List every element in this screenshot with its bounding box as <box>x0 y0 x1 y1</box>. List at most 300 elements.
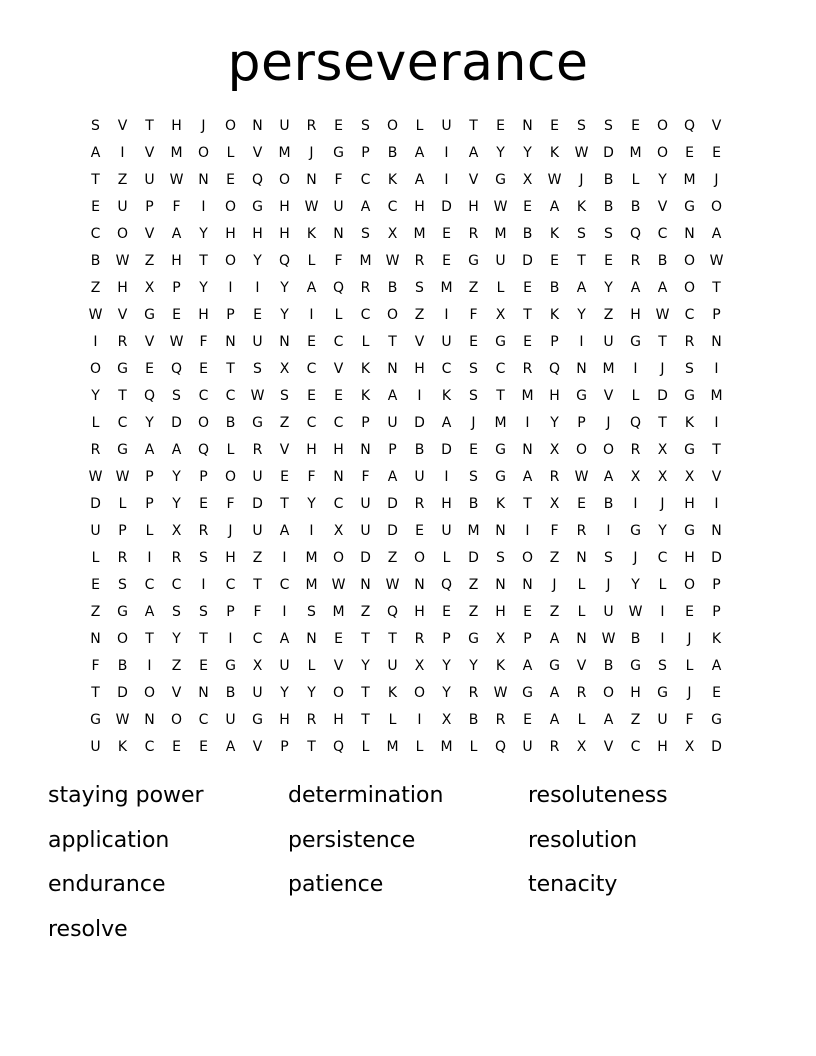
grid-cell: X <box>549 496 560 512</box>
grid-cell: U <box>252 523 263 539</box>
grid-cell: V <box>711 469 722 485</box>
grid-row <box>82 329 730 356</box>
grid-cell: H <box>630 307 641 323</box>
grid-cell: P <box>712 577 721 593</box>
grid-cell: L <box>415 118 424 134</box>
grid-cell: A <box>630 280 641 296</box>
grid-cell: I <box>255 280 260 296</box>
grid-cell: E <box>469 334 478 350</box>
grid-cell: R <box>198 523 209 539</box>
grid-cell: B <box>225 685 236 701</box>
grid-cell: T <box>388 631 397 647</box>
grid-cell: O <box>116 631 129 647</box>
grid-cell: N <box>252 118 263 134</box>
grid-cell: C <box>360 307 371 323</box>
grid-cell: O <box>332 685 345 701</box>
grid-cell: S <box>604 550 613 566</box>
grid-cell: S <box>172 604 181 620</box>
grid-cell: Y <box>172 631 181 647</box>
grid-cell: G <box>684 388 695 404</box>
grid-cell: D <box>90 496 101 512</box>
grid-cell: T <box>361 685 370 701</box>
grid-cell: W <box>88 469 103 485</box>
grid-cell: S <box>280 388 289 404</box>
grid-cell: R <box>495 712 506 728</box>
grid-cell: R <box>306 712 317 728</box>
grid-cell: I <box>282 550 287 566</box>
grid-cell: I <box>660 631 665 647</box>
grid-row <box>82 248 730 275</box>
word-list-item: resolve <box>48 916 128 942</box>
grid-cell: S <box>604 226 613 242</box>
grid-cell: X <box>684 739 695 755</box>
grid-cell: H <box>495 604 506 620</box>
grid-cell: W <box>574 145 589 161</box>
grid-cell: F <box>172 199 181 215</box>
grid-cell: R <box>360 280 371 296</box>
grid-cell: A <box>144 604 155 620</box>
grid-cell: B <box>468 712 479 728</box>
grid-cell: E <box>145 361 154 377</box>
grid-cell: G <box>252 712 263 728</box>
grid-cell: S <box>172 388 181 404</box>
grid-cell: B <box>468 496 479 512</box>
grid-cell: N <box>306 631 317 647</box>
grid-row <box>82 221 730 248</box>
grid-cell: H <box>684 496 695 512</box>
grid-cell: E <box>685 604 694 620</box>
grid-cell: S <box>469 469 478 485</box>
grid-cell: U <box>414 469 425 485</box>
grid-row <box>82 626 730 653</box>
grid-cell: E <box>199 496 208 512</box>
grid-cell: P <box>577 415 586 431</box>
grid-row <box>82 545 730 572</box>
grid-cell: W <box>709 253 724 269</box>
grid-cell: E <box>199 658 208 674</box>
grid-cell: G <box>495 469 506 485</box>
grid-cell: X <box>576 739 587 755</box>
grid-cell: M <box>305 550 318 566</box>
grid-cell: L <box>361 739 370 755</box>
grid-cell: L <box>145 523 154 539</box>
grid-cell: U <box>144 172 155 188</box>
grid-cell: P <box>199 469 208 485</box>
grid-cell: Y <box>307 685 316 701</box>
grid-cell: G <box>576 388 587 404</box>
grid-cell: I <box>120 145 125 161</box>
grid-row <box>82 437 730 464</box>
grid-cell: N <box>198 685 209 701</box>
grid-cell: G <box>225 658 236 674</box>
grid-cell: O <box>413 685 426 701</box>
word-list-item: endurance <box>48 872 166 897</box>
grid-cell: C <box>198 712 209 728</box>
grid-cell: G <box>333 145 344 161</box>
grid-cell: B <box>630 631 641 647</box>
grid-cell: Z <box>468 280 479 296</box>
grid-cell: S <box>658 658 667 674</box>
grid-cell: E <box>685 145 694 161</box>
grid-cell: S <box>604 118 613 134</box>
grid-cell: V <box>144 226 155 242</box>
grid-cell: P <box>523 631 532 647</box>
grid-cell: C <box>117 415 128 431</box>
grid-cell: O <box>197 145 210 161</box>
grid-cell: E <box>199 739 208 755</box>
grid-cell: B <box>387 145 398 161</box>
grid-cell: S <box>199 550 208 566</box>
grid-cell: G <box>252 415 263 431</box>
grid-cell: L <box>415 739 424 755</box>
grid-cell: N <box>576 631 587 647</box>
grid-cell: V <box>414 334 425 350</box>
grid-cell: I <box>444 469 449 485</box>
grid-cell: A <box>360 199 371 215</box>
grid-cell: K <box>360 361 371 377</box>
grid-cell: Y <box>361 658 370 674</box>
grid-cell: U <box>90 523 101 539</box>
grid-cell: R <box>414 496 425 512</box>
grid-cell: E <box>172 307 181 323</box>
word-list-item: patience <box>288 872 384 897</box>
grid-cell: A <box>522 658 533 674</box>
grid-cell: A <box>171 442 182 458</box>
grid-cell: A <box>711 658 722 674</box>
grid-cell: E <box>577 496 586 512</box>
grid-cell: Z <box>144 253 155 269</box>
grid-cell: W <box>601 631 616 647</box>
grid-cell: H <box>657 739 668 755</box>
grid-cell: R <box>414 631 425 647</box>
grid-cell: J <box>633 550 638 566</box>
grid-cell: J <box>228 523 233 539</box>
grid-cell: S <box>469 388 478 404</box>
grid-cell: B <box>549 280 560 296</box>
grid-cell: K <box>549 145 560 161</box>
grid-cell: N <box>387 361 398 377</box>
grid-cell: I <box>417 388 422 404</box>
grid-cell: M <box>494 415 507 431</box>
grid-cell: G <box>495 442 506 458</box>
grid-cell: E <box>604 253 613 269</box>
grid-cell: N <box>522 118 533 134</box>
grid-cell: Y <box>577 307 586 323</box>
grid-cell: E <box>469 442 478 458</box>
grid-cell: X <box>522 172 533 188</box>
grid-cell: B <box>414 442 425 458</box>
grid-cell: V <box>117 118 128 134</box>
grid-cell: K <box>549 307 560 323</box>
grid-cell: V <box>711 118 722 134</box>
grid-cell: W <box>115 469 130 485</box>
grid-cell: M <box>278 145 291 161</box>
grid-cell: E <box>712 685 721 701</box>
grid-cell: N <box>90 631 101 647</box>
grid-cell: C <box>225 577 236 593</box>
grid-cell: U <box>603 604 614 620</box>
grid-cell: I <box>201 577 206 593</box>
grid-cell: U <box>279 118 290 134</box>
grid-cell: D <box>522 253 533 269</box>
grid-cell: O <box>224 253 237 269</box>
grid-cell: T <box>577 253 586 269</box>
grid-cell: D <box>441 199 452 215</box>
grid-cell: M <box>440 280 453 296</box>
grid-cell: P <box>361 145 370 161</box>
grid-cell: E <box>334 631 343 647</box>
grid-cell: N <box>279 334 290 350</box>
grid-cell: W <box>169 172 184 188</box>
grid-cell: T <box>658 415 667 431</box>
grid-cell: K <box>441 388 452 404</box>
grid-cell: R <box>522 361 533 377</box>
grid-cell: O <box>224 199 237 215</box>
grid-cell: H <box>333 712 344 728</box>
grid-cell: X <box>495 307 506 323</box>
grid-cell: R <box>117 334 128 350</box>
grid-cell: C <box>387 199 398 215</box>
grid-cell: T <box>712 442 721 458</box>
grid-cell: O <box>602 442 615 458</box>
grid-cell: X <box>171 523 182 539</box>
grid-cell: S <box>577 118 586 134</box>
grid-cell: C <box>333 334 344 350</box>
grid-cell: C <box>144 739 155 755</box>
grid-cell: X <box>549 442 560 458</box>
grid-cell: N <box>144 712 155 728</box>
grid-cell: N <box>576 361 587 377</box>
grid-cell: N <box>576 550 587 566</box>
grid-cell: V <box>333 658 344 674</box>
grid-cell: E <box>523 604 532 620</box>
grid-cell: T <box>361 712 370 728</box>
grid-cell: L <box>118 496 127 512</box>
grid-cell: D <box>711 739 722 755</box>
grid-cell: L <box>334 307 343 323</box>
grid-cell: W <box>574 469 589 485</box>
grid-cell: Z <box>468 604 479 620</box>
grid-cell: Y <box>280 280 289 296</box>
grid-cell: H <box>279 226 290 242</box>
grid-cell: H <box>279 712 290 728</box>
grid-cell: K <box>117 739 128 755</box>
grid-cell: A <box>306 280 317 296</box>
grid-cell: U <box>333 199 344 215</box>
grid-cell: E <box>550 253 559 269</box>
grid-cell: V <box>279 442 290 458</box>
grid-cell: E <box>199 361 208 377</box>
grid-cell: C <box>441 361 452 377</box>
grid-cell: D <box>117 685 128 701</box>
grid-cell: S <box>415 280 424 296</box>
grid-cell: V <box>603 739 614 755</box>
grid-cell: L <box>91 550 100 566</box>
grid-cell: O <box>602 685 615 701</box>
grid-row <box>82 734 730 761</box>
grid-cell: I <box>147 550 152 566</box>
grid-cell: G <box>144 307 155 323</box>
grid-row <box>82 680 730 707</box>
grid-cell: Y <box>550 415 559 431</box>
grid-cell: B <box>603 172 614 188</box>
grid-cell: A <box>549 199 560 215</box>
grid-cell: O <box>710 199 723 215</box>
grid-cell: C <box>360 172 371 188</box>
grid-cell: I <box>147 658 152 674</box>
grid-cell: M <box>305 577 318 593</box>
grid-cell: T <box>91 685 100 701</box>
grid-cell: O <box>170 712 183 728</box>
grid-cell: W <box>304 199 319 215</box>
grid-cell: Z <box>603 307 614 323</box>
grid-cell: H <box>414 199 425 215</box>
grid-cell: E <box>226 172 235 188</box>
grid-cell: K <box>495 658 506 674</box>
grid-cell: T <box>361 631 370 647</box>
grid-cell: U <box>225 712 236 728</box>
grid-row <box>82 572 730 599</box>
grid-cell: J <box>714 172 719 188</box>
grid-cell: A <box>603 712 614 728</box>
grid-cell: E <box>307 388 316 404</box>
grid-cell: I <box>525 523 530 539</box>
grid-cell: P <box>361 415 370 431</box>
grid-cell: L <box>658 577 667 593</box>
grid-cell: T <box>199 631 208 647</box>
grid-cell: E <box>496 118 505 134</box>
grid-cell: Y <box>631 577 640 593</box>
grid-row <box>82 356 730 383</box>
grid-cell: V <box>603 388 614 404</box>
grid-cell: V <box>252 145 263 161</box>
grid-cell: X <box>252 658 263 674</box>
grid-cell: C <box>252 631 263 647</box>
grid-row <box>82 140 730 167</box>
grid-cell: M <box>332 604 345 620</box>
grid-cell: Q <box>278 253 291 269</box>
grid-cell: I <box>714 361 719 377</box>
grid-cell: C <box>90 226 101 242</box>
grid-cell: O <box>143 685 156 701</box>
grid-cell: G <box>657 685 668 701</box>
letter-grid <box>82 113 730 761</box>
grid-cell: C <box>171 577 182 593</box>
grid-cell: Q <box>386 604 399 620</box>
grid-cell: P <box>712 307 721 323</box>
grid-cell: E <box>442 604 451 620</box>
word-list-item: application <box>48 827 170 853</box>
grid-cell: Y <box>658 523 667 539</box>
grid-cell: U <box>441 334 452 350</box>
grid-cell: C <box>306 415 317 431</box>
grid-cell: A <box>90 145 101 161</box>
grid-cell: A <box>441 415 452 431</box>
grid-cell: M <box>602 361 615 377</box>
grid-cell: X <box>657 442 668 458</box>
grid-cell: A <box>414 172 425 188</box>
grid-cell: C <box>495 361 506 377</box>
grid-cell: L <box>307 253 316 269</box>
grid-cell: G <box>495 172 506 188</box>
grid-cell: I <box>417 712 422 728</box>
grid-cell: C <box>630 739 641 755</box>
grid-cell: E <box>442 253 451 269</box>
grid-cell: W <box>88 307 103 323</box>
grid-cell: I <box>228 280 233 296</box>
grid-cell: I <box>201 199 206 215</box>
grid-cell: G <box>252 199 263 215</box>
grid-cell: J <box>552 577 557 593</box>
grid-cell: B <box>117 658 128 674</box>
grid-cell: C <box>333 415 344 431</box>
grid-cell: D <box>603 145 614 161</box>
grid-cell: B <box>630 199 641 215</box>
grid-cell: B <box>90 253 101 269</box>
grid-cell: G <box>117 604 128 620</box>
grid-cell: Y <box>172 469 181 485</box>
grid-cell: G <box>549 658 560 674</box>
grid-cell: O <box>332 550 345 566</box>
grid-cell: F <box>361 469 370 485</box>
grid-cell: L <box>577 604 586 620</box>
grid-cell: X <box>630 469 641 485</box>
grid-cell: U <box>360 523 371 539</box>
grid-cell: W <box>547 172 562 188</box>
grid-cell: W <box>115 712 130 728</box>
grid-cell: B <box>387 280 398 296</box>
grid-cell: W <box>250 388 265 404</box>
grid-cell: N <box>495 523 506 539</box>
grid-cell: T <box>91 172 100 188</box>
grid-cell: T <box>145 118 154 134</box>
grid-cell: G <box>684 442 695 458</box>
grid-cell: T <box>253 577 262 593</box>
grid-cell: O <box>656 145 669 161</box>
grid-cell: R <box>90 442 101 458</box>
grid-cell: A <box>468 145 479 161</box>
grid-cell: C <box>279 577 290 593</box>
grid-cell: D <box>657 388 668 404</box>
grid-cell: W <box>655 307 670 323</box>
grid-cell: A <box>171 226 182 242</box>
grid-cell: Y <box>658 172 667 188</box>
grid-cell: N <box>684 226 695 242</box>
grid-cell: D <box>711 550 722 566</box>
grid-cell: B <box>603 658 614 674</box>
grid-cell: X <box>279 361 290 377</box>
grid-cell: A <box>522 469 533 485</box>
grid-cell: Q <box>494 739 507 755</box>
grid-cell: L <box>226 145 235 161</box>
grid-cell: L <box>577 577 586 593</box>
grid-cell: E <box>712 145 721 161</box>
grid-cell: H <box>171 253 182 269</box>
grid-cell: Y <box>199 226 208 242</box>
grid-cell: C <box>306 361 317 377</box>
grid-cell: F <box>307 469 316 485</box>
grid-cell: A <box>225 739 236 755</box>
grid-cell: U <box>495 253 506 269</box>
grid-cell: M <box>170 145 183 161</box>
grid-cell: O <box>521 550 534 566</box>
grid-cell: L <box>577 712 586 728</box>
grid-cell: R <box>468 685 479 701</box>
grid-cell: T <box>523 496 532 512</box>
grid-cell: C <box>225 388 236 404</box>
grid-cell: N <box>522 442 533 458</box>
grid-cell: K <box>360 388 371 404</box>
